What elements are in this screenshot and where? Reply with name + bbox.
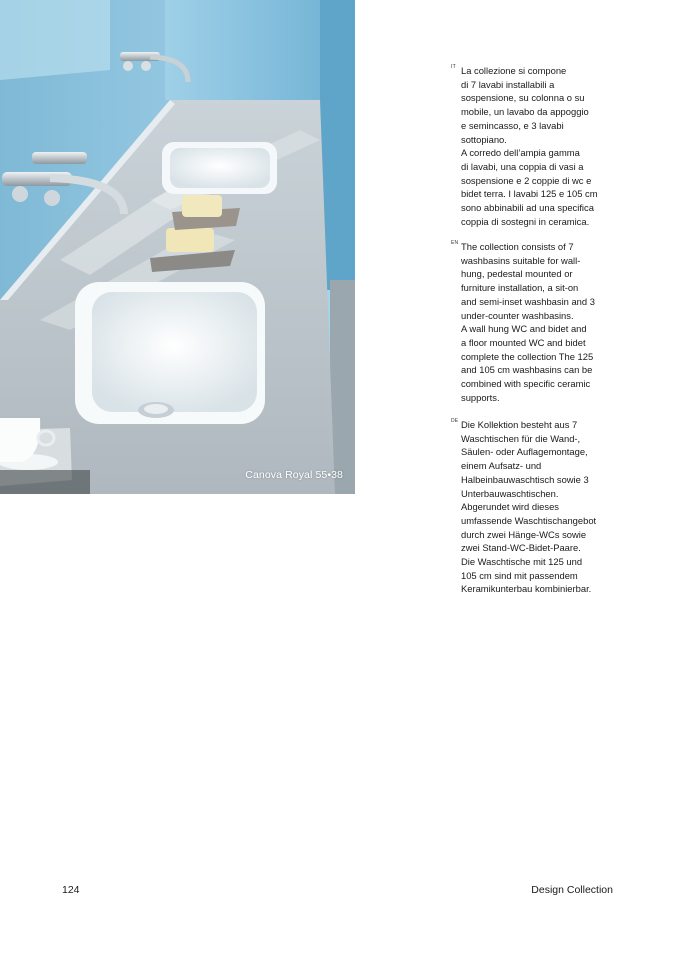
page-number: 124 — [62, 884, 80, 896]
language-tag-it: IT — [451, 64, 456, 70]
paragraph-de: Die Kollektion besteht aus 7 Waschtischen für die Wand-, Säulen- oder Auflagemontage, einem Aufsatz- und Halbeinbauwaschtisch sowie 3 Unterbauwaschtischen. Abgerundet wird dieses umfassende Waschtischangebot durch zwei Hänge-WCs sowie zwei Stand-WC-Bidet-Paare. Die Waschtische mit 125 und 105 cm sind mit passendem Keramikunterbau kombinierbar. — [461, 419, 597, 595]
photo-caption: Canova Royal 55•38 — [245, 469, 343, 481]
paragraph-en: The collection consists of 7 washbasins suitable for wall- hung, pedestal mounted or furniture installation, a sit-on and semi-inset washbasin and 3 under-counter washbasins. A wall hung WC and bidet and a floor mounted WC and bidet complete the collection The 125 and 105 cm washbasins can be combined with specific ceramic supports. — [461, 241, 595, 403]
language-tag-de: DE — [451, 418, 459, 424]
paragraph-it: La collezione si compone di 7 lavabi installabili a sospensione, su colonna o su mobile, un lavabo da appoggio e semincasso, e 3 lavabi sottopiano. A corredo dell’ampia gamma di lavabi, una coppia di vasi a sospensione e 2 coppie di wc e bidet terra. I lavabi 125 e 105 cm sono abbinabili ad una specifica coppia di sostegni in ceramica. — [461, 65, 598, 227]
language-tag-en: EN — [451, 240, 459, 246]
footer-title: Design Collection — [531, 884, 613, 896]
product-photo — [0, 0, 355, 494]
